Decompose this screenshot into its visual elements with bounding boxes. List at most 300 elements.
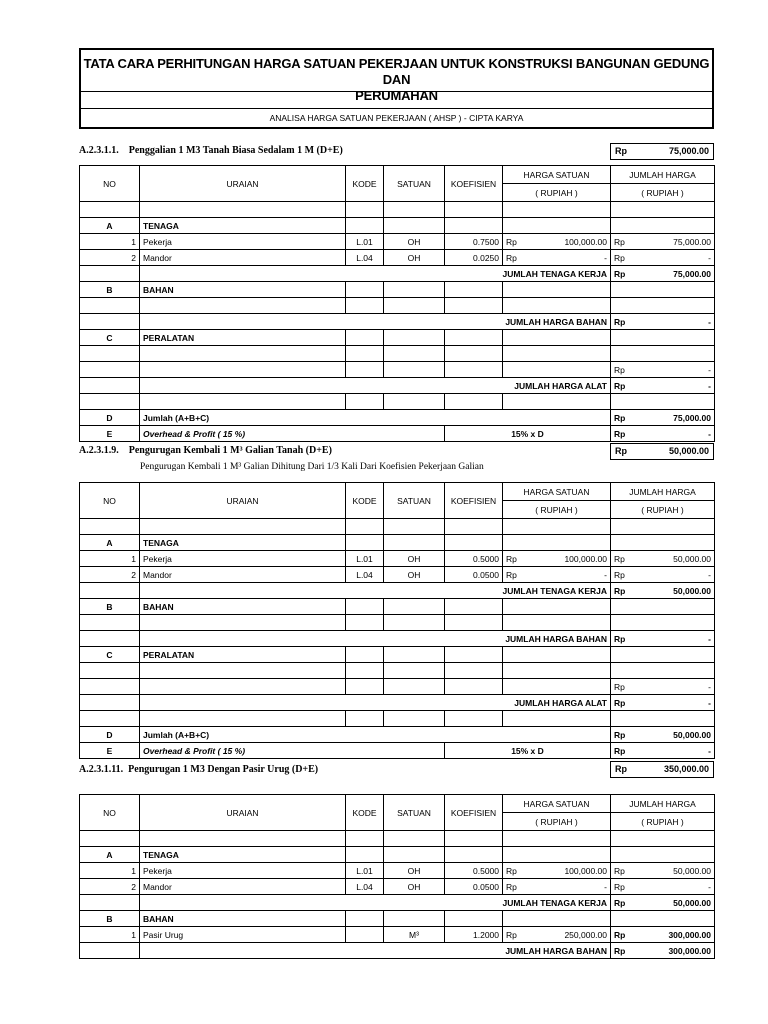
currency-label: Rp [614, 585, 626, 596]
section-1-total-box [610, 143, 714, 160]
item-jumlah-harga-value: - [708, 881, 711, 892]
group-peralatan [80, 647, 715, 663]
col-jumlah-harga: JUMLAH HARGA [611, 483, 715, 501]
row-d-letter: D [80, 410, 140, 426]
empty-cell [503, 847, 611, 863]
empty-cell [140, 394, 346, 410]
item-koefisien: 0.7500 [445, 234, 503, 250]
empty-cell [445, 282, 503, 298]
alat-item-jumlah [611, 679, 715, 695]
item-uraian: Pasir Urug [140, 927, 346, 943]
section-2-code: A.2.3.1.9. [79, 445, 119, 456]
currency-label: Rp [506, 236, 517, 247]
item-harga-satuan [503, 927, 611, 943]
empty-cell [80, 298, 140, 314]
empty-cell [611, 615, 715, 631]
group-tenaga [80, 847, 715, 863]
empty-cell [346, 847, 384, 863]
empty-cell [140, 711, 346, 727]
item-koefisien: 0.0500 [445, 567, 503, 583]
col-uraian: URAIAN [140, 483, 346, 519]
empty-cell [611, 330, 715, 346]
item-uraian: Mandor [140, 879, 346, 895]
item-koefisien: 0.5000 [445, 863, 503, 879]
item-satuan: OH [384, 551, 445, 567]
item-harga-satuan-value: - [604, 881, 607, 892]
col-uraian: URAIAN [140, 795, 346, 831]
group-letter: A [80, 218, 140, 234]
item-no: 2 [80, 567, 140, 583]
group-bahan [80, 599, 715, 615]
empty-cell [611, 663, 715, 679]
item-satuan: OH [384, 567, 445, 583]
empty-cell [346, 202, 384, 218]
item-satuan: OH [384, 863, 445, 879]
empty-cell [445, 519, 503, 535]
row-d-value-value: 50,000.00 [673, 729, 711, 740]
empty-cell [445, 298, 503, 314]
section-3-title: Pengurugan 1 M3 Dengan Pasir Urug (D+E) [128, 764, 319, 775]
currency-label: Rp [614, 633, 626, 644]
empty-cell [503, 346, 611, 362]
jumlah-bahan-row-label: JUMLAH HARGA BAHAN [140, 631, 611, 647]
group-label: BAHAN [140, 282, 346, 298]
empty-cell [80, 362, 140, 378]
section-1-total: 75,000.00 [668, 146, 709, 156]
empty-cell [445, 218, 503, 234]
group-letter: B [80, 282, 140, 298]
empty-cell [140, 346, 346, 362]
empty-cell [80, 583, 140, 599]
empty-cell [80, 346, 140, 362]
empty-cell [611, 711, 715, 727]
empty-cell [140, 663, 346, 679]
empty-cell [611, 282, 715, 298]
item-satuan: M³ [384, 927, 445, 943]
empty-cell [140, 362, 346, 378]
group-letter: B [80, 599, 140, 615]
col-kode: KODE [346, 795, 384, 831]
empty-cell [80, 831, 140, 847]
table-row [80, 250, 715, 266]
empty-cell [346, 519, 384, 535]
empty-cell [611, 394, 715, 410]
section-3-table [79, 794, 715, 959]
currency-label: Rp [506, 865, 517, 876]
section-2-title: Pengurugan Kembali 1 M³ Galian Tanah (D+E) [128, 445, 332, 456]
col-no: NO [80, 483, 140, 519]
alat-item-jumlah-value: - [708, 364, 711, 375]
empty-cell [503, 535, 611, 551]
empty-cell [384, 282, 445, 298]
row-e-formula: 15% x D [445, 426, 611, 442]
empty-cell [503, 647, 611, 663]
item-no: 1 [80, 234, 140, 250]
group-tenaga [80, 535, 715, 551]
empty-cell [346, 346, 384, 362]
item-kode: L.01 [346, 234, 384, 250]
item-kode: L.04 [346, 250, 384, 266]
table-row [80, 927, 715, 943]
item-harga-satuan-value: - [604, 569, 607, 580]
group-tenaga [80, 218, 715, 234]
currency-label: Rp [614, 428, 626, 439]
item-uraian: Pekerja [140, 551, 346, 567]
item-uraian: Pekerja [140, 234, 346, 250]
jumlah-tenaga-row-label: JUMLAH TENAGA KERJA [140, 266, 611, 282]
item-jumlah-harga-value: 50,000.00 [673, 865, 711, 876]
table-header-row [80, 483, 715, 501]
jumlah-alat-row-total-value: - [708, 697, 711, 708]
currency-label: Rp [614, 697, 626, 708]
group-letter: A [80, 535, 140, 551]
empty-cell [384, 711, 445, 727]
empty-cell [346, 647, 384, 663]
empty-cell [384, 202, 445, 218]
currency-label: Rp [615, 146, 627, 156]
group-bahan [80, 911, 715, 927]
empty-cell [346, 362, 384, 378]
empty-row [80, 711, 715, 727]
section-2-heading [79, 445, 332, 456]
section-1-heading [79, 145, 343, 156]
table-row [80, 551, 715, 567]
currency-label: Rp [614, 945, 626, 956]
empty-cell [503, 831, 611, 847]
group-bahan [80, 282, 715, 298]
currency-label: Rp [506, 553, 517, 564]
currency-label: Rp [614, 380, 626, 391]
item-harga-satuan [503, 234, 611, 250]
col-harga-satuan: HARGA SATUAN [503, 166, 611, 184]
empty-cell [384, 647, 445, 663]
jumlah-bahan-row-total-value: - [708, 633, 711, 644]
table-header-row [80, 795, 715, 813]
row-e-label: Overhead & Profit ( 15 %) [140, 743, 445, 759]
item-jumlah-harga-value: 50,000.00 [673, 553, 711, 564]
empty-cell [611, 346, 715, 362]
empty-cell [80, 615, 140, 631]
empty-cell [503, 911, 611, 927]
empty-cell [80, 895, 140, 911]
item-no: 2 [80, 250, 140, 266]
table-row [80, 567, 715, 583]
currency-label: Rp [614, 881, 625, 892]
col-harga-satuan: HARGA SATUAN [503, 483, 611, 501]
currency-label: Rp [614, 929, 626, 940]
empty-cell [80, 266, 140, 282]
empty-cell [503, 282, 611, 298]
col-harga-satuan-unit: ( RUPIAH ) [503, 501, 611, 519]
empty-cell [611, 202, 715, 218]
item-harga-satuan [503, 551, 611, 567]
empty-cell [346, 615, 384, 631]
jumlah-bahan-row-total-value: - [708, 316, 711, 327]
row-e-letter: E [80, 743, 140, 759]
jumlah-bahan-row [80, 314, 715, 330]
empty-cell [384, 362, 445, 378]
jumlah-tenaga-row-total [611, 583, 715, 599]
group-label: TENAGA [140, 847, 346, 863]
empty-cell [445, 330, 503, 346]
empty-cell [445, 847, 503, 863]
jumlah-tenaga-row-total-value: 75,000.00 [673, 268, 711, 279]
group-peralatan [80, 330, 715, 346]
empty-cell [503, 330, 611, 346]
item-no: 1 [80, 863, 140, 879]
currency-label: Rp [506, 569, 517, 580]
row-d-total [80, 410, 715, 426]
alat-item-jumlah-value: - [708, 681, 711, 692]
item-uraian: Pekerja [140, 863, 346, 879]
group-label: TENAGA [140, 218, 346, 234]
empty-cell [80, 943, 140, 959]
empty-cell [384, 535, 445, 551]
empty-row [80, 346, 715, 362]
jumlah-bahan-row [80, 943, 715, 959]
row-d-value [611, 727, 715, 743]
currency-label: Rp [614, 252, 625, 263]
item-satuan: OH [384, 879, 445, 895]
jumlah-tenaga-row-total-value: 50,000.00 [673, 897, 711, 908]
jumlah-bahan-row-label: JUMLAH HARGA BAHAN [140, 943, 611, 959]
row-d-value [611, 410, 715, 426]
jumlah-alat-row-label: JUMLAH HARGA ALAT [140, 378, 611, 394]
currency-label: Rp [614, 412, 626, 423]
empty-row [80, 202, 715, 218]
row-e-label: Overhead & Profit ( 15 %) [140, 426, 445, 442]
empty-cell [445, 394, 503, 410]
row-d-value-value: 75,000.00 [673, 412, 711, 423]
empty-cell [611, 599, 715, 615]
empty-cell [503, 599, 611, 615]
row-e-letter: E [80, 426, 140, 442]
empty-cell [80, 631, 140, 647]
col-harga-satuan-unit: ( RUPIAH ) [503, 813, 611, 831]
col-jumlah-harga-unit: ( RUPIAH ) [611, 184, 715, 202]
group-label: PERALATAN [140, 330, 346, 346]
empty-cell [384, 346, 445, 362]
item-jumlah-harga [611, 234, 715, 250]
jumlah-alat-row-total [611, 378, 715, 394]
currency-label: Rp [614, 268, 626, 279]
section-2-total: 50,000.00 [668, 446, 709, 456]
row-d-label: Jumlah (A+B+C) [140, 410, 611, 426]
col-kode: KODE [346, 166, 384, 202]
group-letter: C [80, 647, 140, 663]
jumlah-tenaga-row-total [611, 266, 715, 282]
item-jumlah-harga [611, 567, 715, 583]
empty-cell [384, 218, 445, 234]
item-jumlah-harga-value: 300,000.00 [668, 929, 711, 940]
currency-label: Rp [614, 236, 625, 247]
row-d-total [80, 727, 715, 743]
currency-label: Rp [614, 745, 626, 756]
jumlah-alat-row-label: JUMLAH HARGA ALAT [140, 695, 611, 711]
item-satuan: OH [384, 234, 445, 250]
empty-cell [445, 679, 503, 695]
item-harga-satuan-value: 100,000.00 [564, 236, 607, 247]
empty-cell [384, 663, 445, 679]
empty-cell [611, 218, 715, 234]
empty-cell [611, 647, 715, 663]
empty-cell [346, 599, 384, 615]
empty-cell [384, 679, 445, 695]
jumlah-bahan-row [80, 631, 715, 647]
jumlah-tenaga-row [80, 583, 715, 599]
empty-cell [503, 711, 611, 727]
group-label: PERALATAN [140, 647, 346, 663]
empty-cell [611, 831, 715, 847]
col-jumlah-harga-unit: ( RUPIAH ) [611, 501, 715, 519]
col-uraian: URAIAN [140, 166, 346, 202]
empty-cell [140, 679, 346, 695]
empty-cell [346, 831, 384, 847]
col-no: NO [80, 166, 140, 202]
currency-label: Rp [506, 929, 517, 940]
item-kode: L.01 [346, 863, 384, 879]
item-harga-satuan [503, 879, 611, 895]
empty-cell [384, 847, 445, 863]
item-no: 2 [80, 879, 140, 895]
item-harga-satuan-value: 100,000.00 [564, 865, 607, 876]
jumlah-bahan-row-total [611, 631, 715, 647]
col-jumlah-harga: JUMLAH HARGA [611, 795, 715, 813]
table-row [80, 879, 715, 895]
item-koefisien: 0.0250 [445, 250, 503, 266]
jumlah-tenaga-row [80, 266, 715, 282]
empty-cell [503, 679, 611, 695]
empty-cell [346, 679, 384, 695]
empty-cell [384, 911, 445, 927]
empty-cell [80, 663, 140, 679]
row-e-overhead [80, 426, 715, 442]
currency-label: Rp [614, 729, 626, 740]
empty-row [80, 519, 715, 535]
section-1-table [79, 165, 715, 442]
group-label: TENAGA [140, 535, 346, 551]
empty-cell [80, 394, 140, 410]
empty-cell [346, 330, 384, 346]
item-koefisien: 1.2000 [445, 927, 503, 943]
empty-cell [346, 663, 384, 679]
group-label: BAHAN [140, 599, 346, 615]
col-harga-satuan-unit: ( RUPIAH ) [503, 184, 611, 202]
col-jumlah-harga-unit: ( RUPIAH ) [611, 813, 715, 831]
empty-cell [503, 298, 611, 314]
empty-cell [80, 679, 140, 695]
row-e-formula: 15% x D [445, 743, 611, 759]
row-e-value-value: - [708, 428, 711, 439]
row-e-value [611, 426, 715, 442]
empty-cell [384, 394, 445, 410]
empty-cell [140, 298, 346, 314]
item-harga-satuan-value: 100,000.00 [564, 553, 607, 564]
empty-cell [384, 330, 445, 346]
item-harga-satuan-value: - [604, 252, 607, 263]
empty-cell [80, 519, 140, 535]
empty-cell [445, 599, 503, 615]
empty-cell [445, 663, 503, 679]
item-koefisien: 0.0500 [445, 879, 503, 895]
jumlah-alat-row [80, 378, 715, 394]
empty-cell [445, 911, 503, 927]
item-jumlah-harga [611, 250, 715, 266]
document-header [79, 48, 714, 129]
item-no: 1 [80, 551, 140, 567]
empty-row [80, 831, 715, 847]
document-subtitle: ANALISA HARGA SATUAN PEKERJAAN ( AHSP ) - CIPTA KARYA [269, 113, 524, 123]
empty-cell [503, 362, 611, 378]
section-2-note: Pengurugan Kembali 1 M³ Galian Dihitung Dari 1/3 Kali Dari Koefisien Pekerjaan Galian [140, 462, 484, 472]
empty-row [80, 298, 715, 314]
empty-cell [80, 378, 140, 394]
item-satuan: OH [384, 250, 445, 266]
item-koefisien: 0.5000 [445, 551, 503, 567]
currency-label: Rp [615, 446, 627, 456]
jumlah-alat-row [80, 695, 715, 711]
empty-cell [611, 519, 715, 535]
empty-cell [384, 831, 445, 847]
empty-cell [445, 711, 503, 727]
currency-label: Rp [614, 316, 626, 327]
item-harga-satuan [503, 567, 611, 583]
col-no: NO [80, 795, 140, 831]
col-koefisien: KOEFISIEN [445, 166, 503, 202]
empty-cell [503, 663, 611, 679]
group-label: BAHAN [140, 911, 346, 927]
jumlah-bahan-row-total-value: 300,000.00 [668, 945, 711, 956]
alat-item-row [80, 362, 715, 378]
title-line-1: TATA CARA PERHITUNGAN HARGA SATUAN PEKERJAAN UNTUK KONSTRUKSI BANGUNAN GEDUNG DAN [83, 56, 710, 87]
item-uraian: Mandor [140, 567, 346, 583]
item-kode: L.01 [346, 551, 384, 567]
item-harga-satuan [503, 863, 611, 879]
empty-cell [346, 394, 384, 410]
jumlah-bahan-row-total [611, 943, 715, 959]
empty-cell [384, 615, 445, 631]
col-harga-satuan: HARGA SATUAN [503, 795, 611, 813]
section-1-code: A.2.3.1.1. [79, 145, 119, 156]
empty-cell [140, 202, 346, 218]
section-3-code: A.2.3.1.11. [79, 764, 124, 775]
empty-cell [611, 911, 715, 927]
currency-label: Rp [614, 897, 626, 908]
jumlah-tenaga-row-label: JUMLAH TENAGA KERJA [140, 583, 611, 599]
col-koefisien: KOEFISIEN [445, 483, 503, 519]
col-kode: KODE [346, 483, 384, 519]
empty-cell [445, 831, 503, 847]
empty-cell [503, 202, 611, 218]
document-title [81, 50, 712, 103]
empty-cell [80, 695, 140, 711]
item-harga-satuan-value: 250,000.00 [564, 929, 607, 940]
jumlah-bahan-row-total [611, 314, 715, 330]
section-3-total: 350,000.00 [663, 764, 709, 774]
currency-label: Rp [615, 764, 627, 774]
col-jumlah-harga: JUMLAH HARGA [611, 166, 715, 184]
currency-label: Rp [614, 553, 625, 564]
empty-cell [346, 711, 384, 727]
empty-cell [503, 218, 611, 234]
item-kode: L.04 [346, 567, 384, 583]
item-jumlah-harga [611, 879, 715, 895]
table-header-row [80, 166, 715, 184]
jumlah-bahan-row-label: JUMLAH HARGA BAHAN [140, 314, 611, 330]
group-letter: B [80, 911, 140, 927]
empty-cell [611, 847, 715, 863]
empty-cell [346, 535, 384, 551]
